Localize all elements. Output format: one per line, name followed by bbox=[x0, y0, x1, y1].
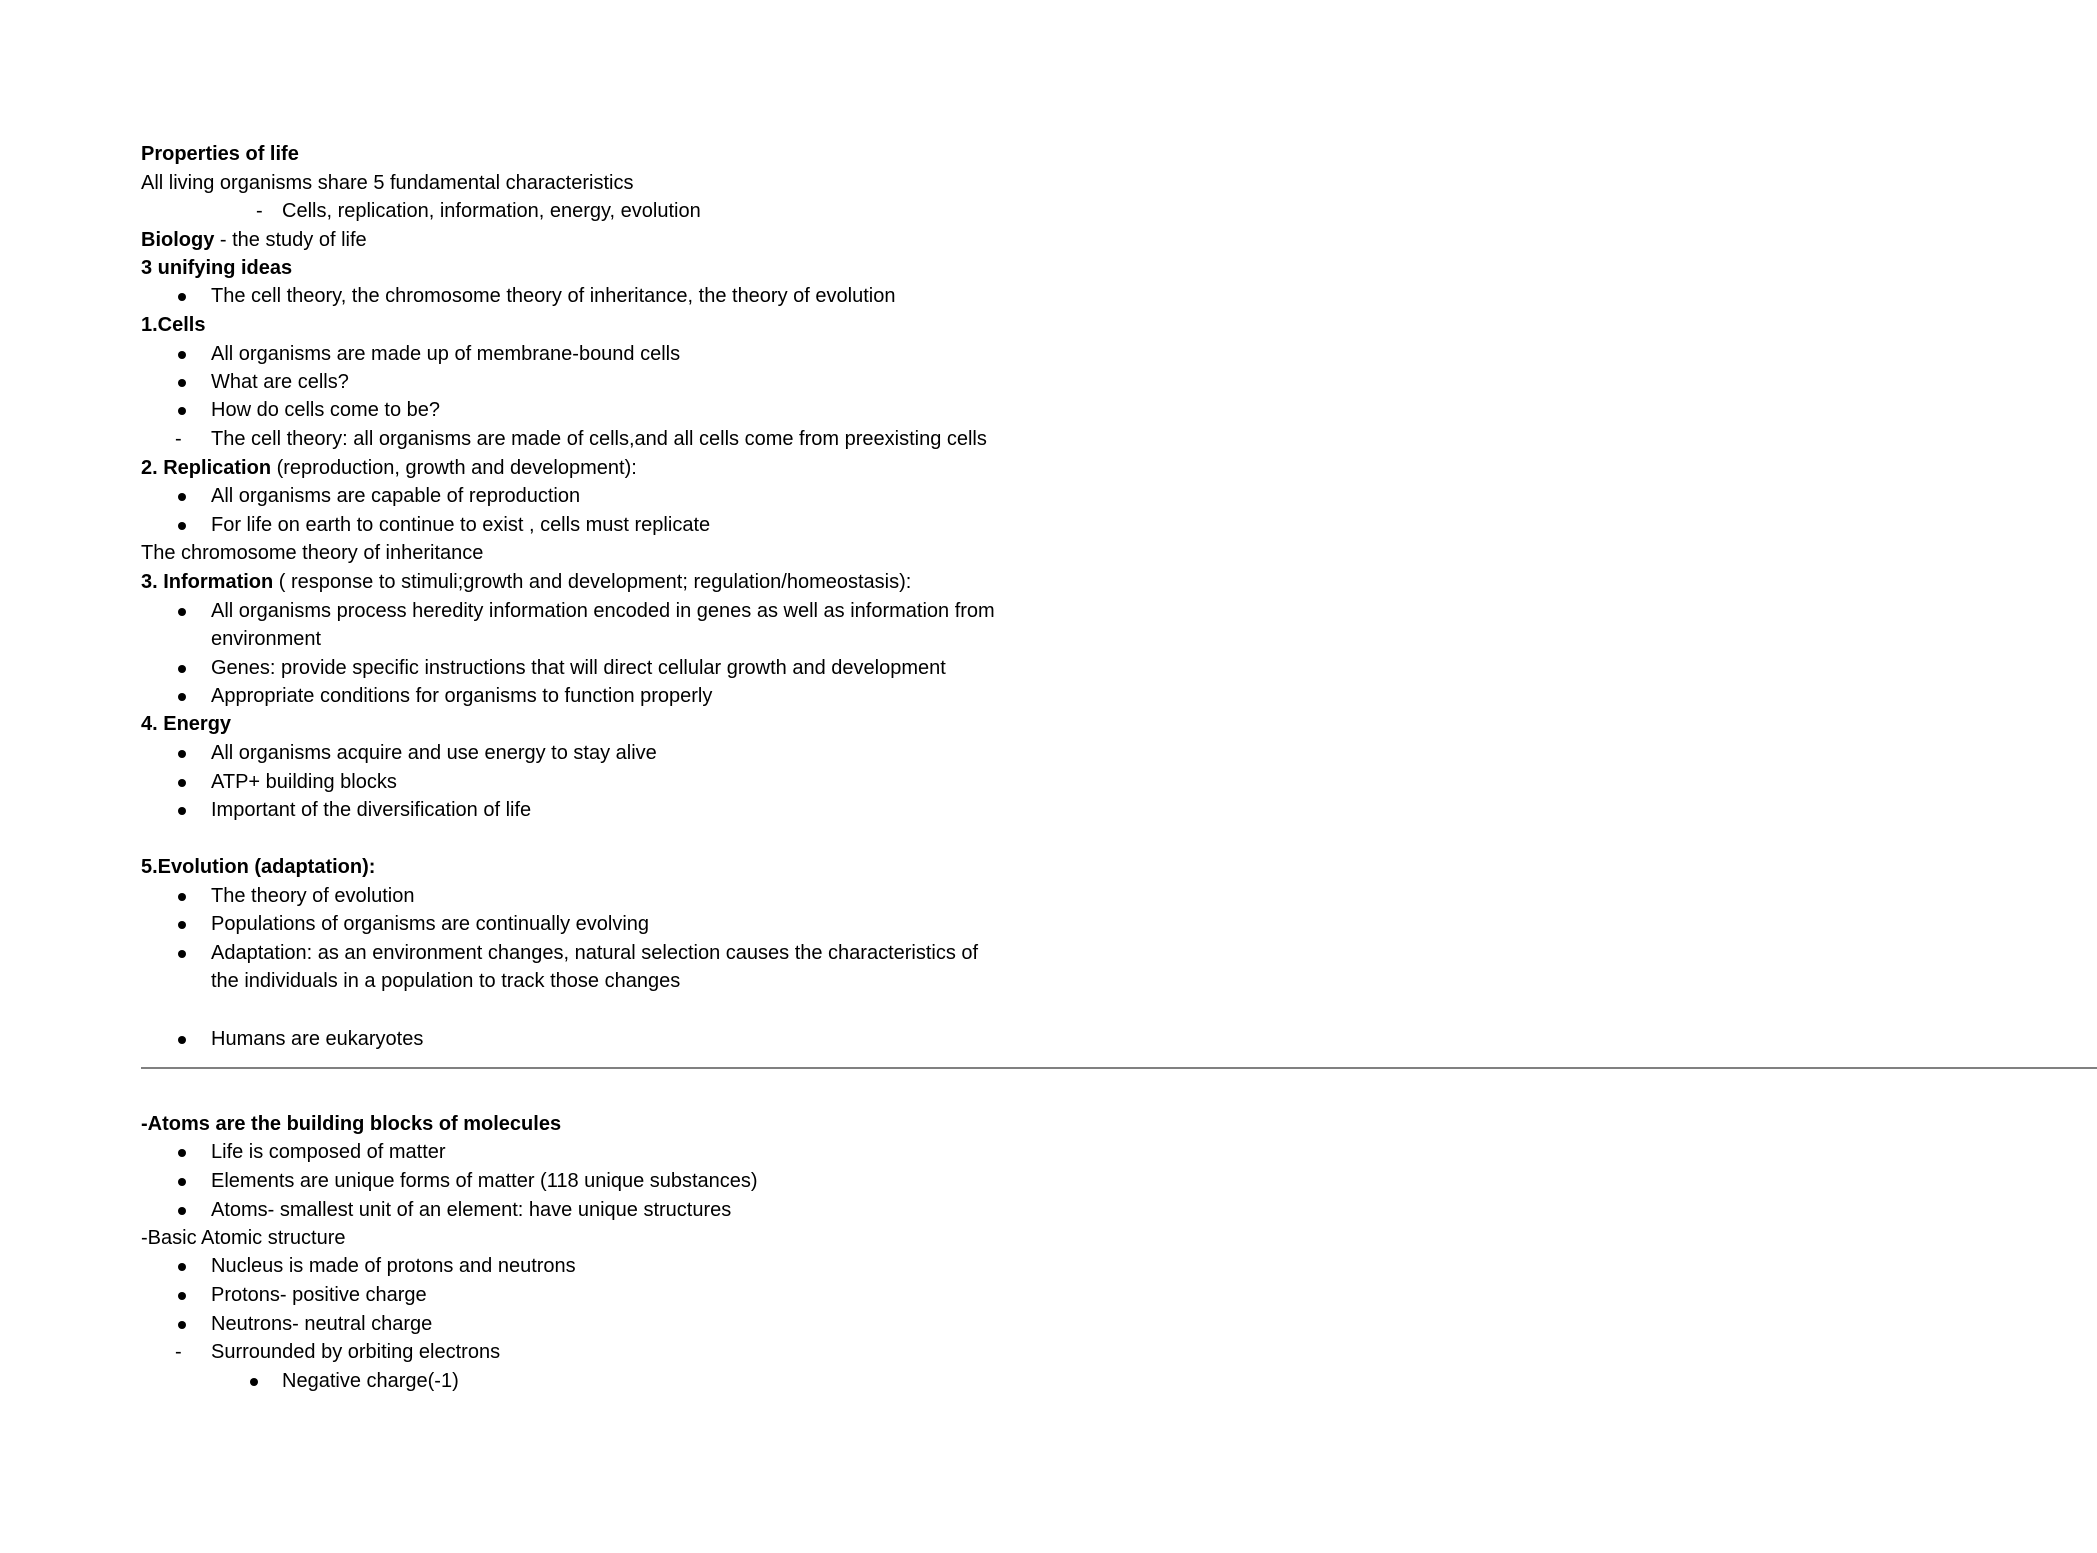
bullet-icon bbox=[178, 1292, 186, 1300]
intro-text: All living organisms share 5 fundamental characteristics bbox=[141, 172, 634, 194]
bullet-icon bbox=[178, 379, 186, 387]
bullet-icon bbox=[178, 1263, 186, 1271]
bullet-icon bbox=[178, 1149, 186, 1157]
bullet-icon bbox=[178, 779, 186, 787]
bullet-icon bbox=[178, 950, 186, 958]
list-item-text: Important of the diversification of life bbox=[211, 799, 532, 821]
heading-text: 4. Energy bbox=[141, 713, 232, 735]
heading-text: -Basic Atomic structure bbox=[141, 1227, 346, 1249]
bullet-icon bbox=[178, 893, 186, 901]
dash-marker: - bbox=[175, 1341, 182, 1363]
bullet-icon bbox=[178, 1207, 186, 1215]
bullet-icon bbox=[178, 921, 186, 929]
heading-text: -Atoms are the building blocks of molecules bbox=[141, 1113, 562, 1135]
list-item-text: The theory of evolution bbox=[211, 885, 415, 907]
heading-line bbox=[141, 568, 911, 596]
list-item-text: Genes: provide specific instructions that will direct cellular growth and development bbox=[211, 657, 946, 679]
biology-def: - the study of life bbox=[214, 229, 367, 251]
definition-text bbox=[141, 226, 367, 254]
list-item-text: The cell theory: all organisms are made of cells,and all cells come from preexisting cells bbox=[211, 428, 987, 450]
bullet-icon bbox=[178, 1321, 186, 1329]
bullet-icon bbox=[178, 407, 186, 415]
list-item-text: What are cells? bbox=[211, 371, 349, 393]
list-item-text: Protons- positive charge bbox=[211, 1284, 427, 1306]
list-item-text: Surrounded by orbiting electrons bbox=[211, 1341, 501, 1363]
intro-sub-text: Cells, replication, information, energy, evolution bbox=[282, 200, 701, 222]
list-item-text: How do cells come to be? bbox=[211, 399, 441, 421]
list-item-text: All organisms are capable of reproduction bbox=[211, 485, 581, 507]
list-item-text: Appropriate conditions for organisms to function properly bbox=[211, 685, 713, 707]
list-item-text: Neutrons- neutral charge bbox=[211, 1313, 433, 1335]
bullet-icon bbox=[178, 293, 186, 301]
bullet-icon bbox=[178, 807, 186, 815]
heading-text: 5.Evolution (adaptation): bbox=[141, 856, 376, 878]
list-item-text: All organisms are made up of membrane-bound cells bbox=[211, 343, 681, 365]
list-item-text: Adaptation: as an environment changes, natural selection causes the characteristics of bbox=[211, 942, 979, 964]
list-item-text: the individuals in a population to track those changes bbox=[211, 970, 681, 992]
heading-rest: ( response to stimuli;growth and development; regulation/homeostasis): bbox=[273, 571, 912, 593]
dash-marker: - bbox=[256, 200, 263, 222]
bullet-icon bbox=[178, 608, 186, 616]
heading-text: 2. Replication bbox=[141, 457, 272, 479]
bullet-icon bbox=[178, 750, 186, 758]
list-item-text: Atoms- smallest unit of an element: have unique structures bbox=[211, 1199, 732, 1221]
list-item-text: Populations of organisms are continually evolving bbox=[211, 913, 650, 935]
biology-term: Biology bbox=[141, 229, 215, 251]
list-item-text: For life on earth to continue to exist , cells must replicate bbox=[211, 514, 711, 536]
heading-line bbox=[141, 454, 637, 482]
bullet-icon bbox=[178, 1178, 186, 1186]
list-item-text: Humans are eukaryotes bbox=[211, 1028, 424, 1050]
list-item-text: ATP+ building blocks bbox=[211, 771, 397, 793]
note-text: The chromosome theory of inheritance bbox=[141, 542, 484, 564]
heading-text: 3. Information bbox=[141, 571, 274, 593]
list-item-text: Elements are unique forms of matter (118 unique substances) bbox=[211, 1170, 758, 1192]
heading-text: 1.Cells bbox=[141, 314, 206, 336]
list-item-text: Life is composed of matter bbox=[211, 1141, 446, 1163]
bullet-icon bbox=[178, 693, 186, 701]
list-item-text: The cell theory, the chromosome theory of inheritance, the theory of evolution bbox=[211, 285, 896, 307]
bullet-icon bbox=[178, 351, 186, 359]
bullet-icon bbox=[178, 1036, 186, 1044]
list-item-text: Nucleus is made of protons and neutrons bbox=[211, 1255, 576, 1277]
list-item-text: Negative charge(-1) bbox=[282, 1370, 459, 1392]
bullet-icon bbox=[178, 493, 186, 501]
heading-text: Properties of life bbox=[141, 143, 299, 165]
list-item-text: environment bbox=[211, 628, 322, 650]
heading-text: 3 unifying ideas bbox=[141, 257, 293, 279]
dash-marker: - bbox=[175, 428, 182, 450]
list-item-text: All organisms acquire and use energy to stay alive bbox=[211, 742, 657, 764]
bullet-icon bbox=[250, 1378, 258, 1386]
bullet-icon bbox=[178, 665, 186, 673]
bullet-icon bbox=[178, 522, 186, 530]
heading-rest: (reproduction, growth and development): bbox=[271, 457, 637, 479]
separator-rule: —————————————————————————————————————————————————————————————————————————————————————————————————————————————————————————————————————— bbox=[141, 1059, 2097, 1076]
list-item-text: All organisms process heredity information encoded in genes as well as information from bbox=[211, 600, 995, 622]
